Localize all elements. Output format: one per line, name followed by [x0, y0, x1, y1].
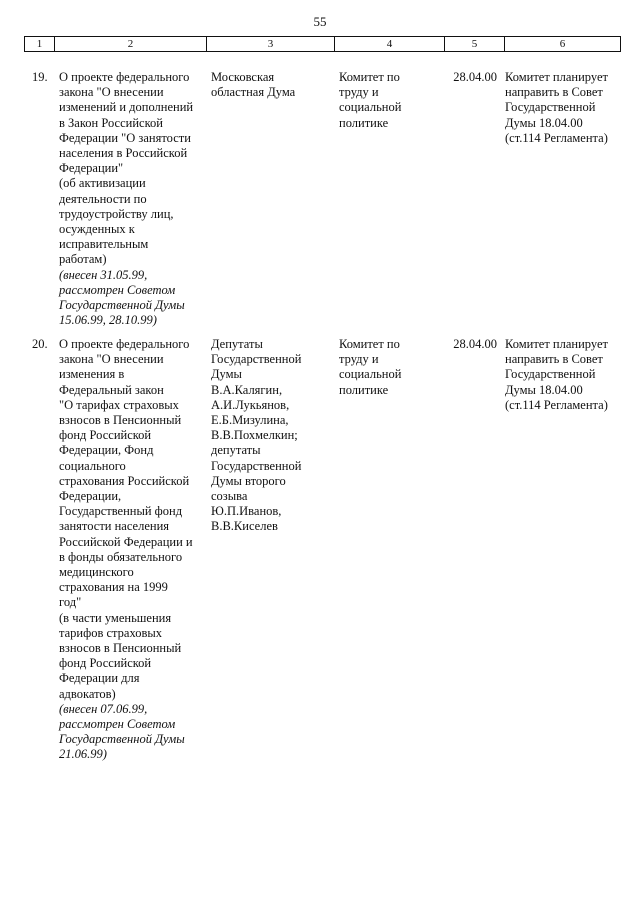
- title-line: Российской Федерации и: [59, 534, 193, 549]
- title-line: адвокатов): [59, 686, 116, 701]
- plan-line: Комитет планирует: [505, 337, 608, 351]
- committee-line: Комитет по: [339, 337, 400, 351]
- column-header-row: [25, 37, 621, 52]
- title-line: тарифов страховых: [59, 625, 163, 640]
- column-header-2: 2: [55, 37, 207, 52]
- page-number: 55: [313, 14, 327, 29]
- title-line: изменения в: [59, 367, 125, 382]
- title-line: взносов в Пенсионный: [59, 641, 182, 656]
- submission-note-line: (внесен 31.05.99,: [59, 267, 148, 282]
- title-line: страхования на 1999: [59, 580, 168, 595]
- title-line: Федерации": [59, 161, 124, 176]
- title-line: страхования Российской: [59, 473, 190, 488]
- title-line: О проекте федерального: [59, 70, 190, 84]
- title-line: работам): [59, 252, 107, 267]
- title-line: взносов в Пенсионный: [59, 413, 182, 428]
- initiator-line: В.А.Калягин,: [211, 382, 283, 397]
- title-line: фонд Российской: [59, 428, 152, 443]
- title-line: деятельности по: [59, 191, 147, 206]
- column-header-1: 1: [25, 37, 55, 52]
- entry-number: 20.: [32, 337, 48, 351]
- entry-date: 28.04.00: [453, 70, 497, 84]
- initiator-line: Депутаты: [211, 337, 263, 351]
- title-line: исправительным: [59, 237, 149, 252]
- title-line: Федерации,: [59, 489, 122, 504]
- initiator-line: созыва: [211, 489, 248, 504]
- initiator-line: Думы второго: [211, 473, 286, 488]
- title-line: медицинского: [59, 565, 134, 580]
- title-line: Федерации для: [59, 671, 140, 686]
- initiator-line: Е.Б.Мизулина,: [211, 413, 289, 428]
- title-line: О проекте федерального: [59, 337, 190, 351]
- initiator-line: А.И.Лукьянов,: [211, 397, 290, 412]
- entry-initiator: [211, 337, 331, 535]
- committee-line: Комитет по: [339, 70, 400, 84]
- title-line: социального: [59, 458, 126, 473]
- entry-plan: [505, 70, 623, 146]
- initiator-line: Государственной: [211, 458, 302, 473]
- title-line: изменений и дополнений: [59, 100, 194, 115]
- initiator-line: Думы: [211, 367, 242, 382]
- title-line: в фонды обязательного: [59, 549, 183, 564]
- entry-initiator: [211, 70, 331, 100]
- column-header-5: 5: [445, 37, 505, 52]
- column-header-6: 6: [505, 37, 621, 52]
- column-header-3: 3: [207, 37, 335, 52]
- committee-line: социальной: [339, 367, 402, 382]
- entry-title: [59, 337, 209, 763]
- committee-line: политике: [339, 115, 389, 130]
- title-line: закона "О внесении: [59, 352, 164, 367]
- submission-note-line: Государственной Думы: [59, 732, 185, 747]
- plan-line: (ст.114 Регламента): [505, 130, 608, 145]
- entry-title: [59, 70, 209, 328]
- submission-note-line: Государственной Думы: [59, 298, 185, 313]
- submission-note-line: рассмотрен Советом: [59, 717, 176, 732]
- title-line: год": [59, 595, 82, 610]
- plan-line: Государственной: [505, 367, 596, 382]
- title-line: (в части уменьшения: [59, 610, 172, 625]
- entry-date: 28.04.00: [453, 337, 497, 351]
- committee-line: труду и: [339, 352, 379, 367]
- submission-note-line: (внесен 07.06.99,: [59, 701, 148, 716]
- title-line: осужденных к: [59, 222, 135, 237]
- title-line: Федерации, Фонд: [59, 443, 154, 458]
- title-line: закона "О внесении: [59, 85, 164, 100]
- initiator-line: областная Дума: [211, 85, 296, 100]
- entry-number: 19.: [32, 70, 48, 84]
- entry-committee: [339, 337, 439, 398]
- plan-line: Комитет планирует: [505, 70, 608, 84]
- submission-note-line: 15.06.99, 28.10.99): [59, 313, 157, 328]
- plan-line: направить в Совет: [505, 352, 603, 367]
- entry-committee: [339, 70, 439, 131]
- title-line: Федеральный закон: [59, 382, 164, 397]
- entry-plan: [505, 337, 623, 413]
- initiator-line: В.В.Похмелкин;: [211, 428, 298, 443]
- initiator-line: В.В.Киселев: [211, 519, 278, 534]
- plan-line: Думы 18.04.00: [505, 382, 583, 397]
- title-line: трудоустройству лиц,: [59, 206, 174, 221]
- initiator-line: Государственной: [211, 352, 302, 367]
- title-line: "О тарифах страховых: [59, 397, 179, 412]
- column-header-table: [24, 36, 621, 52]
- initiator-line: Ю.П.Иванов,: [211, 504, 282, 519]
- committee-line: социальной: [339, 100, 402, 115]
- title-line: Федерации "О занятости: [59, 130, 191, 145]
- plan-line: Думы 18.04.00: [505, 115, 583, 130]
- plan-line: Государственной: [505, 100, 596, 115]
- committee-line: труду и: [339, 85, 379, 100]
- title-line: занятости населения: [59, 519, 170, 534]
- plan-line: направить в Совет: [505, 85, 603, 100]
- plan-line: (ст.114 Регламента): [505, 397, 608, 412]
- column-header-4: 4: [335, 37, 445, 52]
- title-line: (об активизации: [59, 176, 146, 191]
- initiator-line: депутаты: [211, 443, 261, 458]
- committee-line: политике: [339, 382, 389, 397]
- title-line: населения в Российской: [59, 146, 188, 161]
- title-line: в Закон Российской: [59, 115, 163, 130]
- initiator-line: Московская: [211, 70, 275, 84]
- submission-note-line: рассмотрен Советом: [59, 282, 176, 297]
- submission-note-line: 21.06.99): [59, 747, 107, 762]
- title-line: Государственный фонд: [59, 504, 183, 519]
- title-line: фонд Российской: [59, 656, 152, 671]
